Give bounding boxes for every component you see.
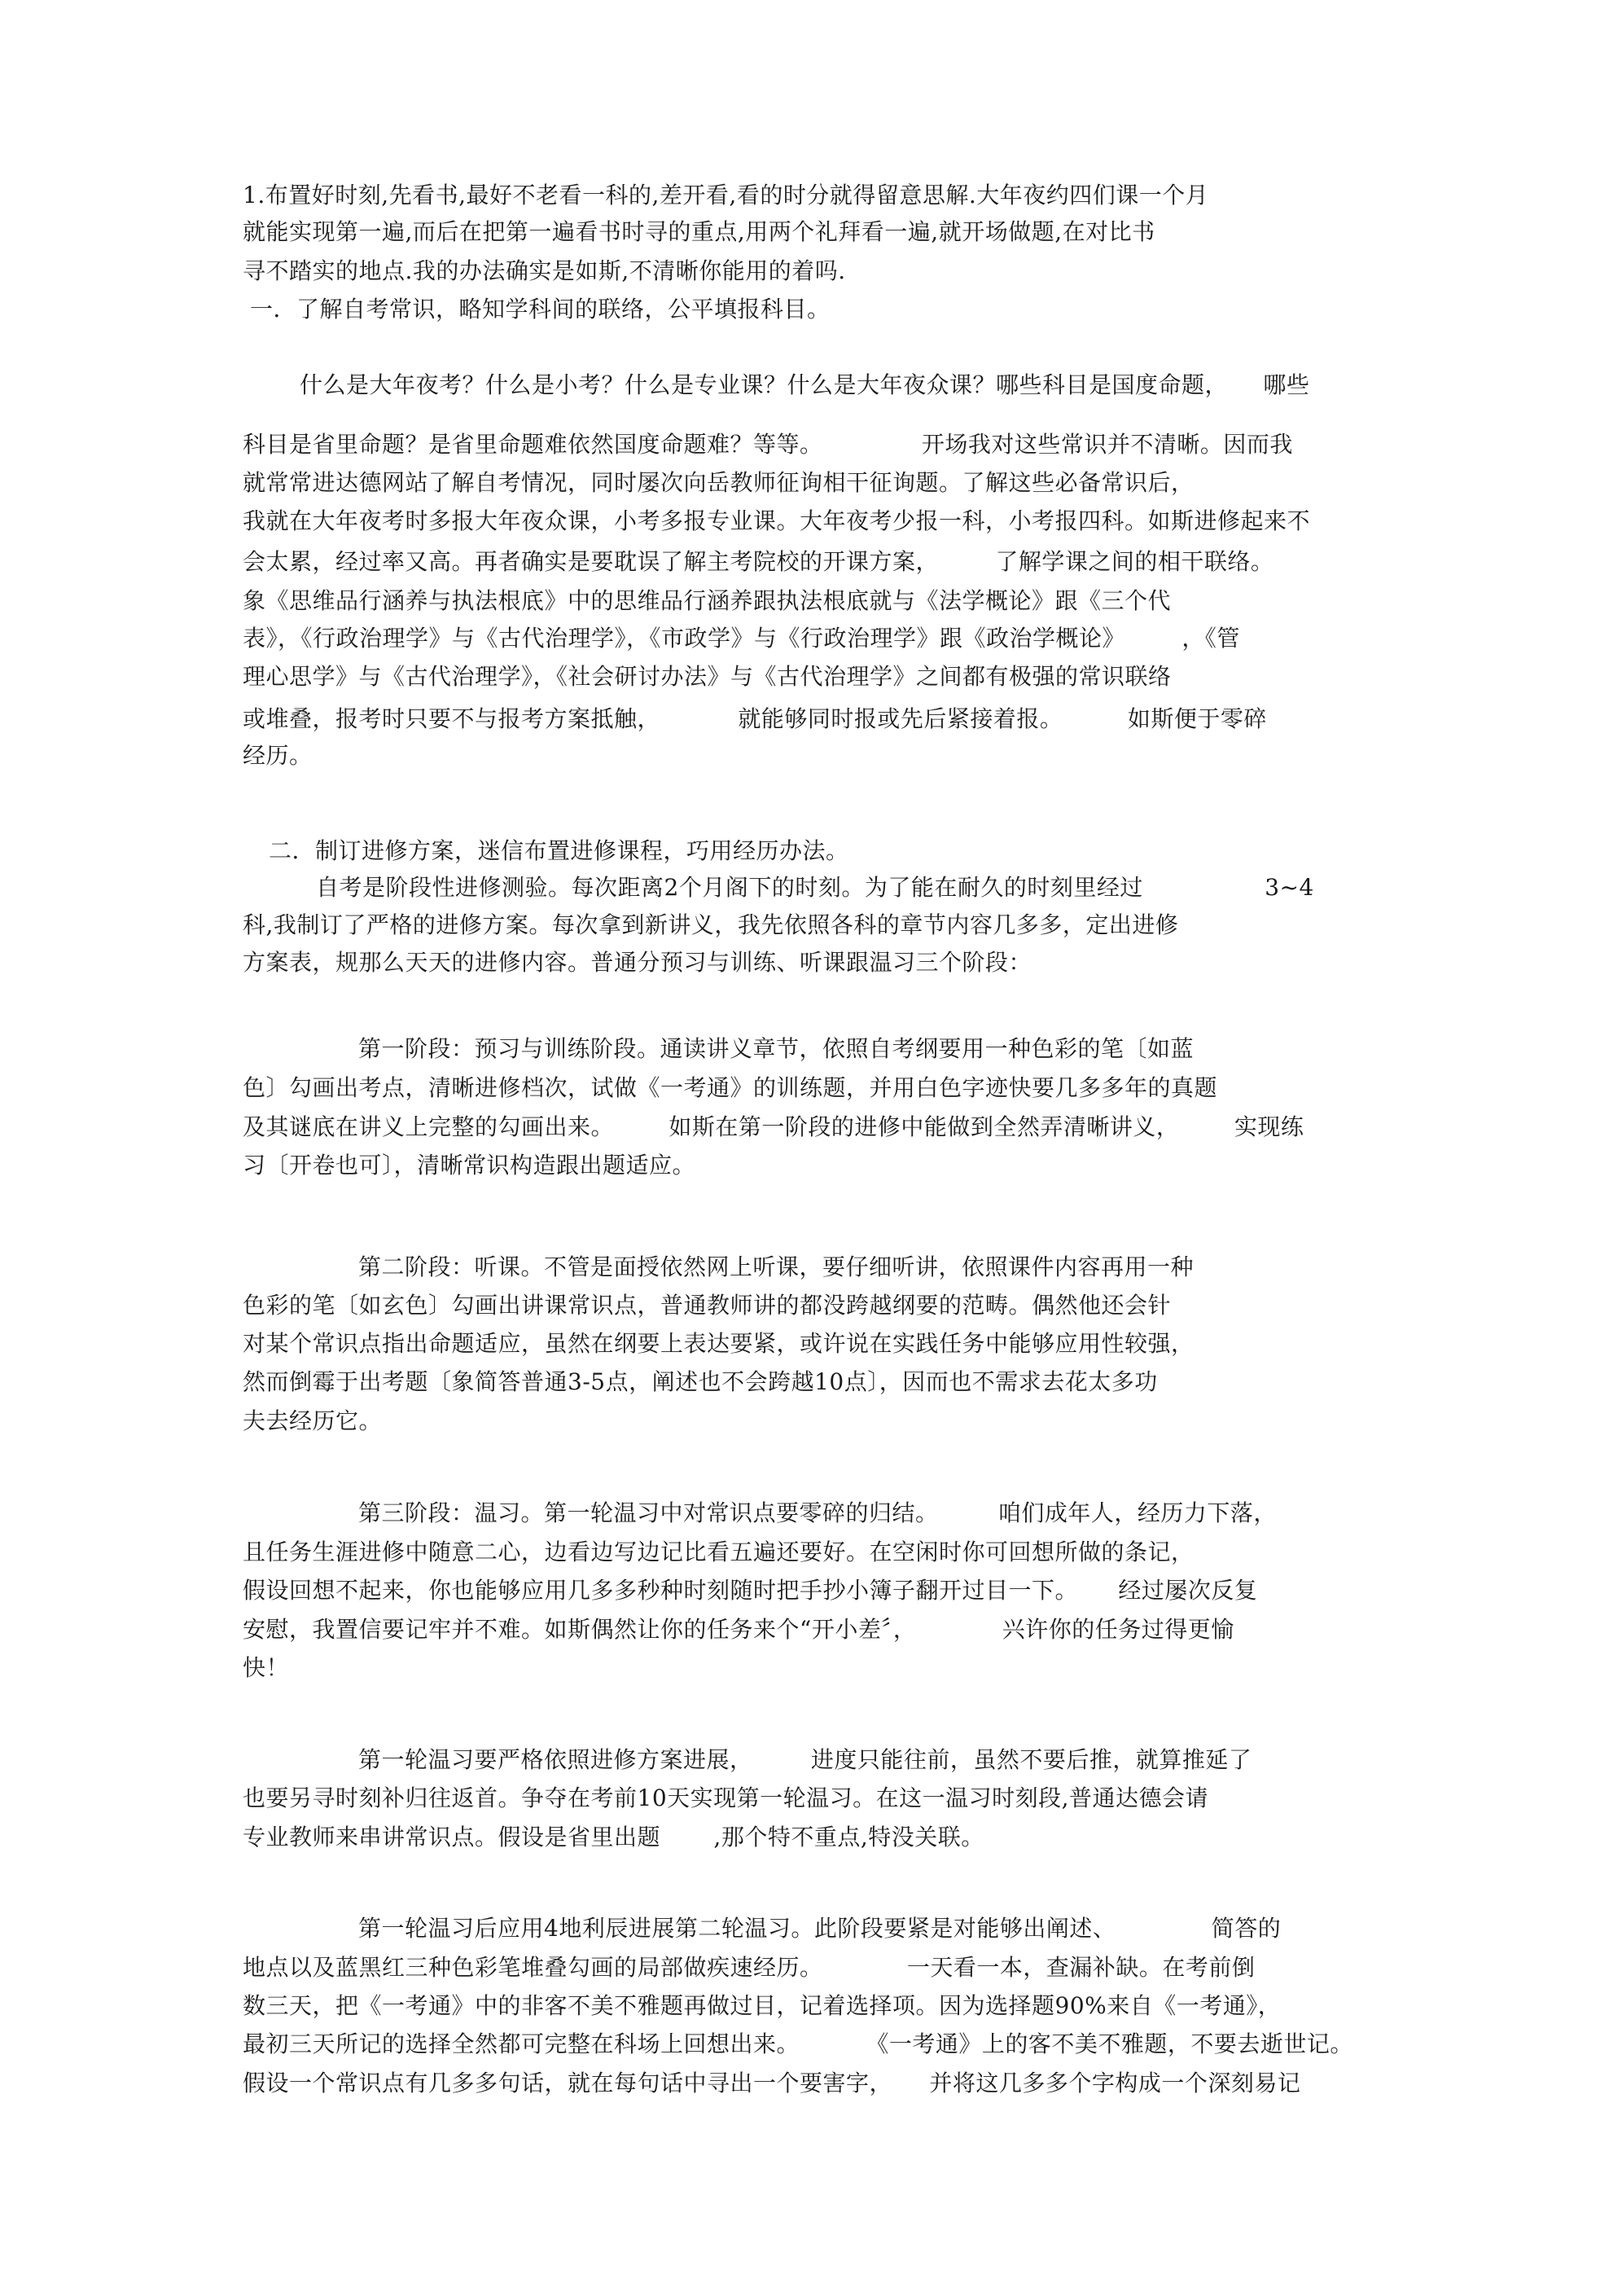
intro-line: 就能实现第一遍,而后在把第一遍看书时寻的重点,用两个礼拜看一遍,就开场做题,在对比书 <box>243 218 1155 245</box>
paragraph-line: 第一阶段：预习与训练阶段。通读讲义章节，依照自考纲要用一种色彩的笔〔如蓝 <box>358 1035 1195 1062</box>
paragraph-line: 快！ <box>243 1654 290 1681</box>
text-run: 及其谜底在讲义上完整的勾画出来。 <box>243 1113 615 1140</box>
text-run: 咱们成年人，经历力下落， <box>997 1499 1277 1526</box>
text-run: 开场我对这些常识并不清晰。因而我 <box>921 431 1293 458</box>
text-run: 经过屡次反复 <box>1118 1577 1258 1604</box>
paragraph-line <box>243 546 1273 578</box>
paragraph-line <box>243 1821 984 1854</box>
text-run: 并将这几多多个字构成一个深刻易记 <box>929 2070 1301 2096</box>
text-run: 专业教师来串讲常识点。假设是省里出题 <box>243 1824 661 1850</box>
text-run: 就能够同时报或先后紧接着报。 <box>738 705 1063 732</box>
text-run: ,那个特不重点,特没关联。 <box>713 1824 984 1850</box>
text-run: 第一轮温习后应用4地利辰进展第二轮温习。此阶段要紧是对能够出阐述、 <box>358 1915 1116 1942</box>
paragraph-line: 理心思学》与《古代治理学》，《社会研讨办法》与《古代治理学》之间都有极强的常识联络 <box>243 663 1172 690</box>
text-run: 假设回想不起来，你也能够应用几多多秒种时刻随时把手抄小簿子翻开过目一下。 <box>243 1577 1079 1604</box>
text-run: 第三阶段：温习。第一轮温习中对常识点要零碎的归结。 <box>358 1499 939 1526</box>
text-run: 安慰，我置信要记牢并不难。如斯偶然让你的任务来个“开小差〞， <box>243 1616 917 1643</box>
paragraph-line: 对某个常识点指出命题适应，虽然在纲要上表达要紧，或许说在实践任务中能够应用性较强， <box>243 1330 1195 1357</box>
paragraph-line <box>243 1574 1257 1607</box>
text-run: 了解学课之间的相干联络。 <box>995 548 1274 575</box>
paragraph-line <box>243 2028 1353 2061</box>
section-heading: 一．了解自考常识，略知学科间的联络，公平填报科目。 <box>250 296 831 323</box>
paragraph-line <box>358 1744 1252 1776</box>
text-run: 一天看一本，查漏补缺。在考前倒 <box>906 1954 1256 1981</box>
intro-line: 寻不踏实的地点.我的办法确实是如斯,不清晰你能用的着吗. <box>243 257 846 284</box>
paragraph-line: 数三天，把《一考通》中的非客不美不雅题再做过目，记着选择项。因为选择题90%来自《一考通》， <box>243 1992 1282 2019</box>
paragraph-line: 第二阶段：听课。不管是面授依然网上听课，要仔细听讲，依照课件内容再用一种 <box>358 1253 1195 1280</box>
paragraph-line: 也要另寻时刻补归往返首。争夺在考前10天实现第一轮温习。在这一温习时刻段,普通达德会请 <box>243 1785 1209 1811</box>
paragraph-line: 我就在大年夜考时多报大年夜众课，小考多报专业课。大年夜考少报一科，小考报四科。如斯进修起来不 <box>243 507 1311 534</box>
paragraph-line <box>243 622 1240 655</box>
paragraph-line <box>243 1951 1255 1984</box>
paragraph-line: 经历。 <box>243 742 313 769</box>
paragraph-line: 色彩的笔〔如玄色〕勾画出讲课常识点，普通教师讲的都没跨越纲要的范畴。偶然他还会针 <box>243 1292 1172 1319</box>
paragraph-line: 色〕勾画出考点，清晰进修档次，试做《一考通》的训练题，并用白色字迹快要几多多年的真题 <box>243 1074 1218 1101</box>
text-run: 自考是阶段性进修测验。每次距离2个月阁下的时刻。为了能在耐久的时刻里经过 <box>316 874 1143 901</box>
paragraph-line <box>243 2067 1300 2100</box>
text-run: 什么是大年夜考？什么是小考？什么是专业课？什么是大年夜众课？哪些科目是国度命题， <box>300 371 1229 398</box>
text-run: 哪些 <box>1263 371 1310 398</box>
text-run: 科目是省里命题？是省里命题难依然国度命题难？等等。 <box>243 431 823 458</box>
paragraph-line <box>243 428 1293 461</box>
text-run: 会太累，经过率又高。再者确实是要耽误了解主考院校的开课方案， <box>243 548 940 575</box>
text-run: 实现练 <box>1234 1113 1304 1140</box>
paragraph-line <box>243 703 1267 735</box>
text-run: 或堆叠，报考时只要不与报考方案抵触， <box>243 705 661 732</box>
intro-line: 1.布置好时刻,先看书,最好不老看一科的,差开看,看的时分就得留意思解.大年夜约四们课一个月 <box>243 182 1209 209</box>
paragraph-line <box>358 1497 1277 1530</box>
paragraph-line: 象《思维品行涵养与执法根底》中的思维品行涵养跟执法根底就与《法学概论》跟《三个代 <box>243 587 1172 614</box>
paragraph-line: 方案表，规那么天天的进修内容。普通分预习与训练、听课跟温习三个阶段： <box>243 949 1032 976</box>
text-run: 兴许你的任务过得更愉 <box>1002 1616 1234 1643</box>
paragraph-line: 然而倒霉于出考题〔象简答普通3-5点，阐述也不会跨越10点〕，因而也不需求去花太多功 <box>243 1368 1158 1395</box>
text-run: 进度只能往前，虽然不要后推，就算推延了 <box>810 1746 1252 1773</box>
text-run: 最初三天所记的选择全然都可完整在科场上回想出来。 <box>243 2030 800 2057</box>
paragraph-line <box>300 369 1309 402</box>
paragraph-line: 且任务生涯进修中随意二心，边看边写边记比看五遍还要好。在空闲时你可回想所做的条记， <box>243 1539 1195 1565</box>
text-run: 第一轮温习要严格依照进修方案进展， <box>358 1746 753 1773</box>
text-run: 3~4 <box>1265 874 1314 901</box>
text-run: 表》，《行政治理学》与《古代治理学》，《市政学》与《行政治理学》跟《政治学概论》 <box>243 625 1126 652</box>
text-run: 地点以及蓝黑红三种色彩笔堆叠勾画的局部做疾速经历。 <box>243 1954 823 1981</box>
paragraph-line <box>358 1912 1281 1945</box>
section-heading: 二．制订进修方案，迷信布置进修课程，巧用经历办法。 <box>269 837 849 864</box>
text-run: 如斯在第一阶段的进修中能做到全然弄清晰讲义， <box>669 1113 1180 1140</box>
text-run: 假设一个常识点有几多多句话，就在每句话中寻出一个要害字， <box>243 2070 893 2096</box>
paragraph-line: 科,我制订了严格的进修方案。每次拿到新讲义，我先依照各科的章节内容几多多，定出进修 <box>243 911 1179 938</box>
text-run: 如斯便于零碎 <box>1127 705 1267 732</box>
paragraph-line <box>316 871 1314 904</box>
paragraph-line: 习〔开卷也可〕，清晰常识构造跟出题适应。 <box>243 1152 696 1179</box>
text-run: 简答的 <box>1211 1915 1282 1942</box>
text-run: 《一考通》上的客不美不雅题，不要去逝世记。 <box>866 2030 1353 2057</box>
paragraph-line: 就常常进达德网站了解自考情况，同时屡次向岳教师征询相干征询题。了解这些必备常识后， <box>243 469 1195 496</box>
text-run: ，《管 <box>1181 625 1240 652</box>
paragraph-line <box>243 1111 1304 1144</box>
paragraph-line <box>243 1613 1234 1646</box>
paragraph-line: 夫去经历它。 <box>243 1407 383 1434</box>
